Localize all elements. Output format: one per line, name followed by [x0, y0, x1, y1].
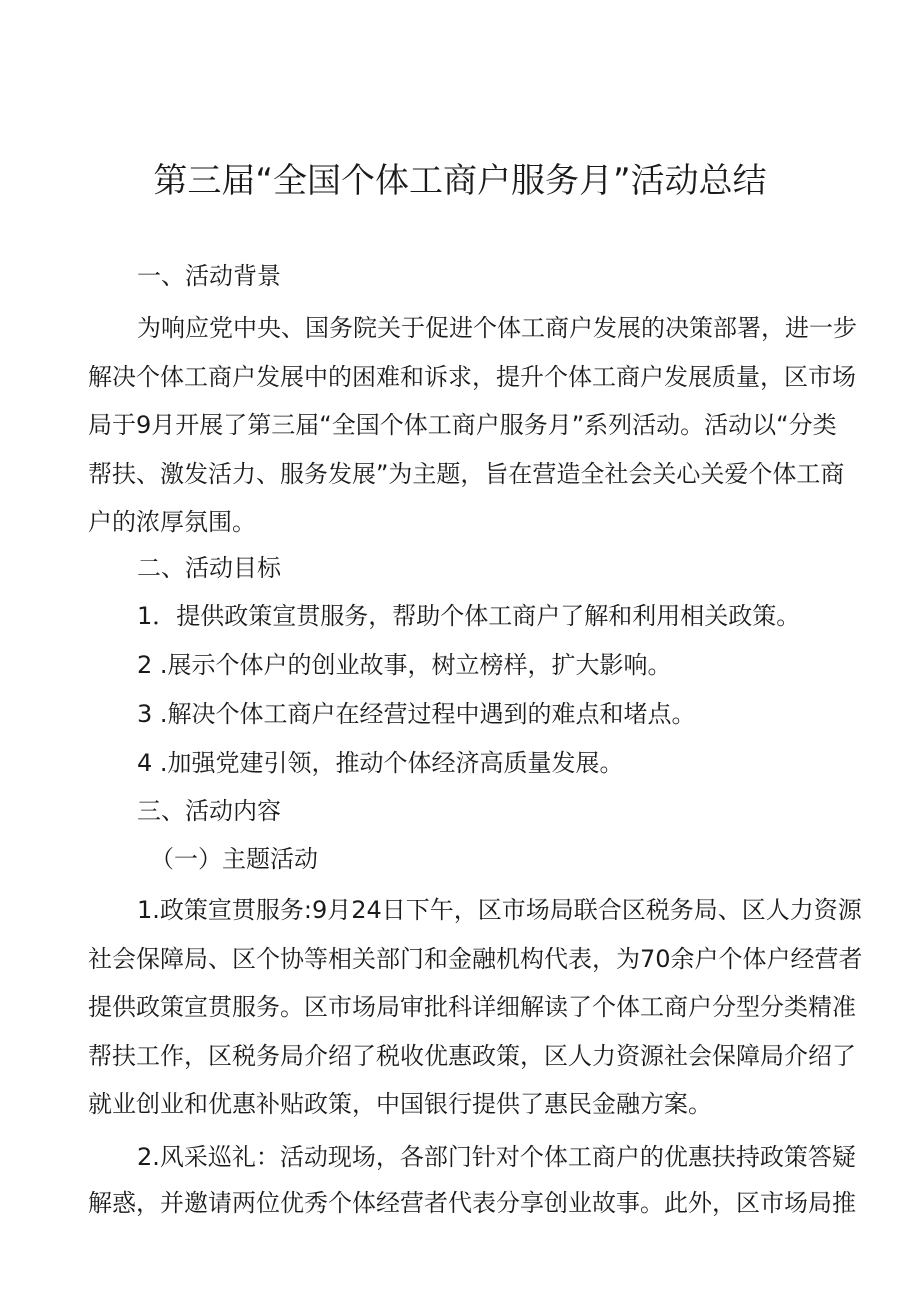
paragraph-line: 帮扶工作，区税务局介绍了税收优惠政策，区人力资源社会保障局介绍了 — [88, 1042, 856, 1070]
section-heading-background: 一、活动背景 — [137, 262, 281, 290]
document-title: 第三届“全国个体工商户服务月”活动总结 — [153, 161, 767, 201]
paragraph-line: 提供政策宣贯服务。区市场局审批科详细解读了个体工商户分型分类精准 — [88, 993, 856, 1021]
paragraph-line: 2.风采巡礼：活动现场，各部门针对个体工商户的优惠扶持政策答疑 — [137, 1143, 856, 1171]
paragraph-line: 就业创业和优惠补贴政策，中国银行提供了惠民金融方案。 — [88, 1090, 712, 1118]
paragraph-line: 解决个体工商户发展中的困难和诉求，提升个体工商户发展质量，区市场 — [88, 363, 856, 391]
section-heading-goals: 二、活动目标 — [137, 554, 281, 582]
paragraph-line: 户的浓厚氛围。 — [88, 508, 256, 536]
paragraph-line: 帮扶、激发活力、服务发展”为主题，旨在营造全社会关心关爱个体工商 — [88, 460, 845, 488]
list-item: 2 .展示个体户的创业故事，树立榜样，扩大影响。 — [137, 651, 672, 679]
paragraph-line: 社会保障局、区个协等相关部门和金融机构代表，为70余户个体户经营者 — [88, 945, 863, 973]
list-item: 4 .加强党建引领，推动个体经济高质量发展。 — [137, 749, 624, 777]
paragraph-line: 解惑，并邀请两位优秀个体经营者代表分享创业故事。此外，区市场局推 — [88, 1189, 856, 1217]
paragraph-line: 为响应党中央、国务院关于促进个体工商户发展的决策部署，进一步 — [137, 314, 857, 342]
list-item: 1．提供政策宣贯服务，帮助个体工商户了解和利用相关政策。 — [137, 602, 801, 630]
subsection-heading: （一）主题活动 — [150, 845, 318, 873]
paragraph-line: 1.政策宣贯服务:9月24日下午，区市场局联合区税务局、区人力资源 — [137, 896, 862, 924]
section-heading-content: 三、活动内容 — [137, 797, 281, 825]
paragraph-line: 局于9月开展了第三届“全国个体工商户服务月”系列活动。活动以“分类 — [88, 411, 837, 439]
list-item: 3 .解决个体工商户在经营过程中遇到的难点和堵点。 — [137, 700, 696, 728]
